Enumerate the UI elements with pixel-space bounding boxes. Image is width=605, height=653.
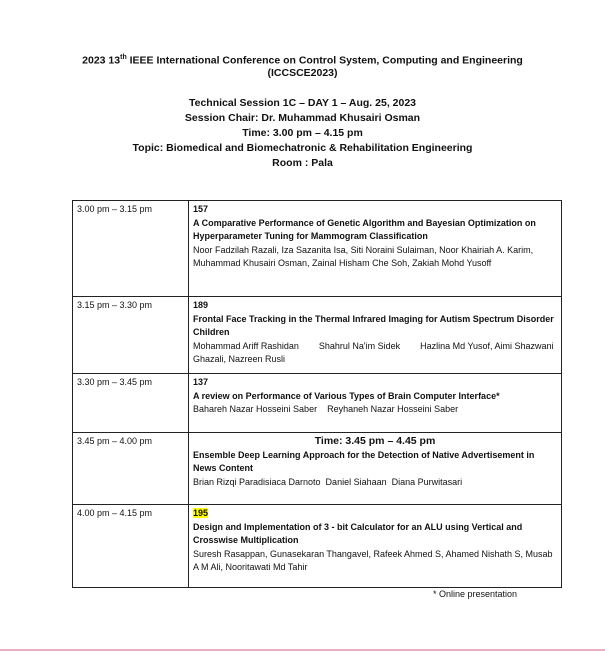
- paper-id: 157: [193, 204, 209, 214]
- paper-title: A review on Performance of Various Types of Brain Computer Interface*: [193, 390, 500, 401]
- time-slot: 4.00 pm – 4.15 pm: [73, 505, 189, 588]
- paper-id: 137: [193, 377, 209, 387]
- schedule-table: [72, 200, 562, 588]
- paper-cell: [189, 297, 562, 374]
- time-slot: 3.15 pm – 3.30 pm: [73, 297, 189, 374]
- conference-acronym: (ICCSCE2023): [267, 67, 338, 79]
- paper-authors: Noor Fadzilah Razali, Iza Sazanita Isa, Siti Noraini Sulaiman, Noor Khairiah A. Karim, Muhammad Khusairi Osman, Zainal Hisham Che Soh, Zakiah Mohd Yusoff: [193, 244, 534, 268]
- paper-id-highlighted: 195: [193, 508, 209, 518]
- paper-authors: Suresh Rasappan, Gunasekaran Thangavel, Rafeek Ahmed S, Ahamed Nishath S, Musab A M Ali, Nooritawati Md Tahir: [193, 548, 553, 572]
- session-topic: Topic: Biomedical and Biomechatronic & Rehabilitation Engineering: [132, 142, 473, 154]
- ordinal-suffix: th: [120, 54, 127, 61]
- time-slot: 3.30 pm – 3.45 pm: [73, 374, 189, 433]
- paper-authors: Mohammad Ariff Rashidan Shahrul Na'im Sidek Hazlina Md Yusof, Aimi Shazwani Ghazali, Nazreen Rusli: [193, 340, 557, 364]
- page-divider: [0, 649, 605, 651]
- session-room: Room : Pala: [272, 157, 333, 169]
- session-chair: Session Chair: Dr. Muhammad Khusairi Osman: [184, 112, 421, 124]
- session-title: Technical Session 1C – DAY 1 – Aug. 25, 2023: [188, 97, 417, 109]
- paper-title: Design and Implementation of 3 - bit Calculator for an ALU using Vertical and Crosswise Multiplication: [193, 521, 523, 545]
- time-slot: 3.45 pm – 4.00 pm: [73, 433, 189, 505]
- paper-cell: [189, 374, 562, 433]
- paper-id: 189: [193, 300, 209, 310]
- paper-authors: Bahareh Nazar Hosseini Saber Reyhaneh Nazar Hosseini Saber: [193, 404, 459, 414]
- table-row: [73, 505, 562, 588]
- paper-cell: [189, 201, 562, 297]
- paper-subtime: Time: 3.45 pm – 4.45 pm: [314, 435, 436, 447]
- table-row: [73, 433, 562, 505]
- paper-title: Frontal Face Tracking in the Thermal Infrared Imaging for Autism Spectrum Disorder Children: [193, 313, 554, 337]
- table-row: [73, 297, 562, 374]
- table-row: [73, 374, 562, 433]
- conference-name: IEEE International Conference on Control System, Computing and Engineering: [126, 54, 523, 67]
- paper-cell: [189, 433, 562, 505]
- paper-cell: [189, 505, 562, 588]
- time-slot: 3.00 pm – 3.15 pm: [73, 201, 189, 297]
- paper-title: A Comparative Performance of Genetic Algorithm and Bayesian Optimization on Hyperparameter Tuning for Mammogram Classification: [193, 217, 536, 241]
- table-row: [73, 201, 562, 297]
- paper-title: Ensemble Deep Learning Approach for the Detection of Native Advertisement in News Content: [193, 449, 535, 473]
- paper-authors: Brian Rizqi Paradisiaca Darnoto Daniel Siahaan Diana Purwitasari: [193, 476, 463, 487]
- session-time: Time: 3.00 pm – 4.15 pm: [242, 127, 363, 139]
- conference-year: 2023 13: [82, 54, 121, 67]
- online-footnote: * Online presentation: [433, 589, 518, 599]
